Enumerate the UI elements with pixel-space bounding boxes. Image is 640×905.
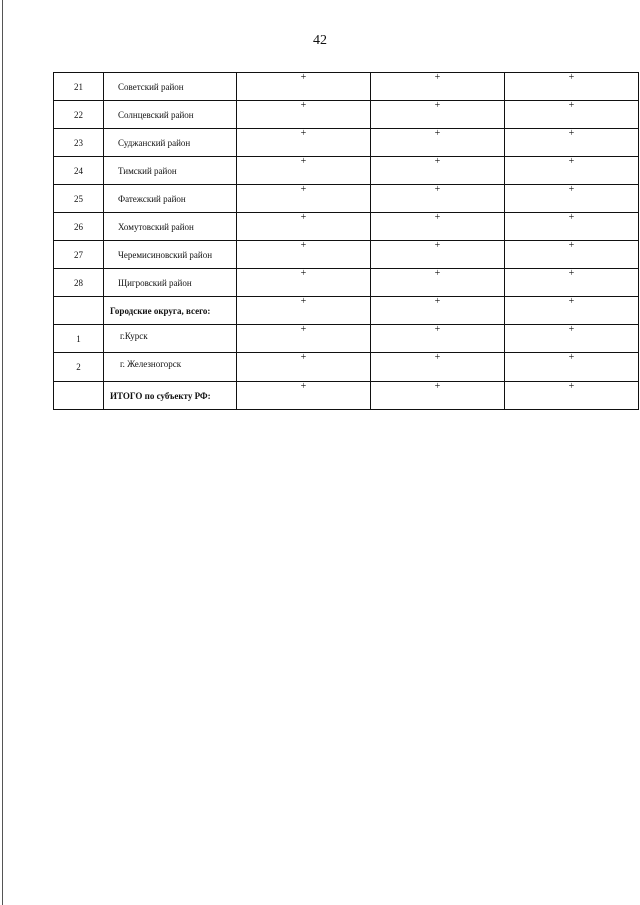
mark-cell: + [237, 382, 371, 410]
mark-cell: + [237, 101, 371, 129]
mark-cell: + [505, 157, 639, 185]
row-number: 1 [54, 325, 104, 353]
row-number: 24 [54, 157, 104, 185]
table-row [54, 241, 639, 269]
mark-cell: + [371, 213, 505, 241]
mark-cell: + [505, 73, 639, 101]
mark-cell: + [237, 157, 371, 185]
table-row [54, 73, 639, 101]
city-districts-total-label: Городские округа, всего: [104, 297, 237, 325]
district-name: Хомутовский район [104, 213, 237, 241]
mark-cell: + [371, 241, 505, 269]
mark-cell: + [371, 129, 505, 157]
city-name: г. Железногорск [104, 353, 237, 382]
page-number: 42 [313, 33, 327, 48]
mark-cell: + [505, 353, 639, 382]
district-name: Черемисиновский район [104, 241, 237, 269]
mark-cell: + [237, 241, 371, 269]
mark-cell: + [371, 325, 505, 353]
table-row [54, 185, 639, 213]
mark-cell: + [505, 241, 639, 269]
table-row [54, 353, 639, 382]
row-number: 25 [54, 185, 104, 213]
row-number: 23 [54, 129, 104, 157]
row-number: 22 [54, 101, 104, 129]
mark-cell: + [237, 325, 371, 353]
district-name: Щигровский район [104, 269, 237, 297]
table-row [54, 101, 639, 129]
mark-cell: + [505, 213, 639, 241]
mark-cell: + [505, 325, 639, 353]
mark-cell: + [371, 73, 505, 101]
row-number: 27 [54, 241, 104, 269]
mark-cell: + [237, 297, 371, 325]
table-row [54, 129, 639, 157]
mark-cell: + [237, 129, 371, 157]
mark-cell: + [371, 353, 505, 382]
row-number [54, 382, 104, 410]
district-name: Советский район [104, 73, 237, 101]
mark-cell: + [371, 185, 505, 213]
mark-cell: + [371, 269, 505, 297]
mark-cell: + [371, 157, 505, 185]
mark-cell: + [505, 185, 639, 213]
table-row [54, 157, 639, 185]
table-row [54, 269, 639, 297]
grand-total-label: ИТОГО по субъекту РФ: [104, 382, 237, 410]
page-left-edge [2, 0, 3, 905]
mark-cell: + [505, 269, 639, 297]
mark-cell: + [237, 353, 371, 382]
mark-cell: + [505, 382, 639, 410]
row-number: 28 [54, 269, 104, 297]
district-name: Фатежский район [104, 185, 237, 213]
mark-cell: + [237, 73, 371, 101]
mark-cell: + [371, 297, 505, 325]
mark-cell: + [371, 382, 505, 410]
table-row [54, 213, 639, 241]
row-number [54, 297, 104, 325]
district-name: Солнцевский район [104, 101, 237, 129]
district-name: Суджанский район [104, 129, 237, 157]
mark-cell: + [505, 129, 639, 157]
mark-cell: + [237, 269, 371, 297]
mark-cell: + [237, 213, 371, 241]
district-name: Тимский район [104, 157, 237, 185]
table-row [54, 325, 639, 353]
table-row-total [54, 382, 639, 410]
city-name: г.Курск [104, 325, 237, 353]
mark-cell: + [237, 185, 371, 213]
district-table [53, 72, 639, 410]
mark-cell: + [505, 101, 639, 129]
row-number: 26 [54, 213, 104, 241]
row-number: 21 [54, 73, 104, 101]
mark-cell: + [371, 101, 505, 129]
table-row-subtotal [54, 297, 639, 325]
mark-cell: + [505, 297, 639, 325]
row-number: 2 [54, 353, 104, 382]
